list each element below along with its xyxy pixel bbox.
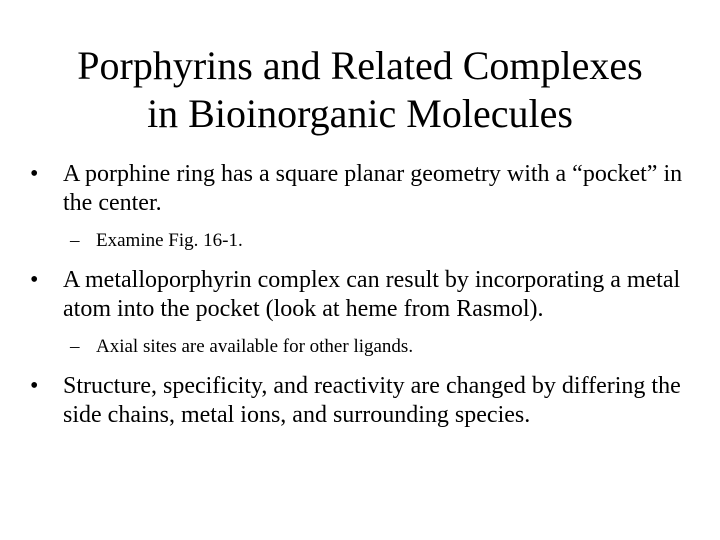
slide-title-line-2: in Bioinorganic Molecules [147,91,573,136]
dash-icon: – [70,230,80,251]
bullet-icon: • [30,373,39,399]
bullet-item-3 [30,372,690,430]
bullet-text: A metalloporphyrin complex can result by incorporating a metal atom into the pocket (look at heme from Rasmol). [63,267,681,322]
dash-icon: – [70,336,80,357]
bullet-icon: • [30,267,39,293]
bullet-item-2 [30,266,690,324]
slide-title-line-1: Porphyrins and Related Complexes [77,43,643,88]
sub-bullet-item-1 [30,229,690,252]
bullet-list [30,160,690,445]
sub-bullet-item-2 [30,335,690,358]
bullet-item-1 [30,160,690,218]
bullet-text: A porphine ring has a square planar geometry with a “pocket” in the center. [63,161,683,216]
bullet-icon: • [30,161,39,187]
sub-bullet-text: Examine Fig. 16-1. [96,230,243,251]
sub-bullet-text: Axial sites are available for other ligands. [96,336,414,357]
slide-title [20,42,700,138]
bullet-text: Structure, specificity, and reactivity are changed by differing the side chains, metal ions, and surrounding species. [63,373,681,428]
